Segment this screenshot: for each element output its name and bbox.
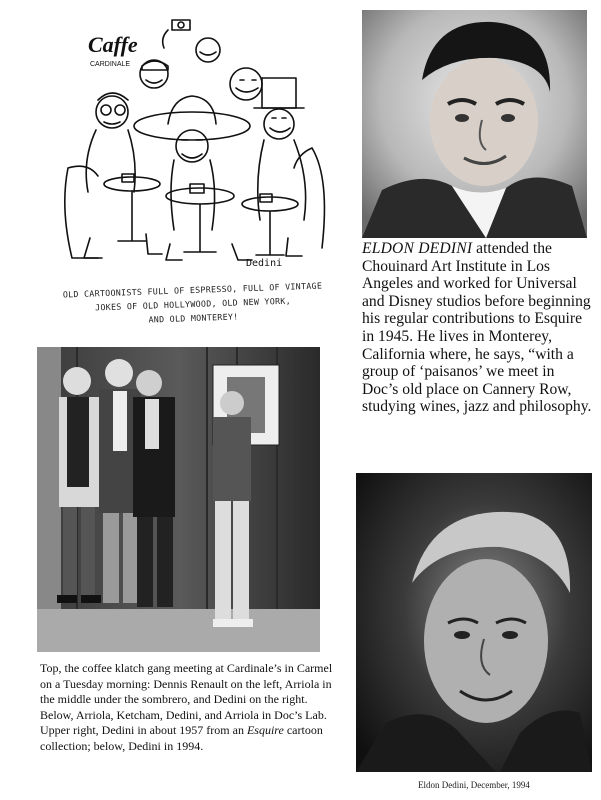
group-photo-image <box>37 347 320 652</box>
bio-text <box>362 240 594 416</box>
caption-text: Top, the coffee klatch gang meeting at Cardinale’s in Carmel on a Tuesday morning: Dennis Renault on the left, Arriola in the middle under the sombrero, and Dedini on the right. Below, Arriola, Ketcham, Dedini, and Arriola in Doc’s Lab. Upper right, Dedini in about 1957 from an <box>40 661 333 738</box>
photo-caption <box>40 661 340 755</box>
portrait-photo-1994 <box>356 473 592 772</box>
portrait-1994-image <box>356 473 592 772</box>
bio-body: attended the Chouinard Art Institute in Los Angeles and worked for Universal and Disney studios before beginning his regular contributions to Esquire in 1945. He lives in Monterey, California where, he says, “with a group of ‘paisanos’ we meet in Doc’s old place on Cannery Row, studying wines, jazz and philosophy. <box>362 240 592 416</box>
group-photo <box>37 347 320 652</box>
cafe-logo-subtext: CARDINALE <box>90 61 131 68</box>
cartoon-caption-line: AND OLD MONTEREY! <box>148 311 239 325</box>
cartoon-drawing <box>50 8 335 273</box>
cafe-logo: Caffe <box>88 32 138 57</box>
cartoon-illustration <box>50 8 335 273</box>
portrait-caption: Eldon Dedini, December, 1994 <box>418 780 530 790</box>
portrait-1957-image <box>362 10 587 238</box>
cartoon-caption <box>57 278 328 329</box>
caption-italic: Esquire <box>246 723 284 738</box>
cartoon-signature: Dedini <box>246 258 283 269</box>
bio-name: ELDON DEDINI <box>362 240 473 257</box>
cartoon-caption-line: OLD CARTOONISTS FULL OF ESPRESSO, FULL OF VINTAGE <box>62 280 323 300</box>
caption-text-end: cartoon collection; below, Dedini in 1994. <box>40 723 323 753</box>
cartoon-caption-line: JOKES OF OLD HOLLYWOOD, OLD NEW YORK, <box>94 295 292 313</box>
portrait-photo-1957 <box>362 10 587 238</box>
